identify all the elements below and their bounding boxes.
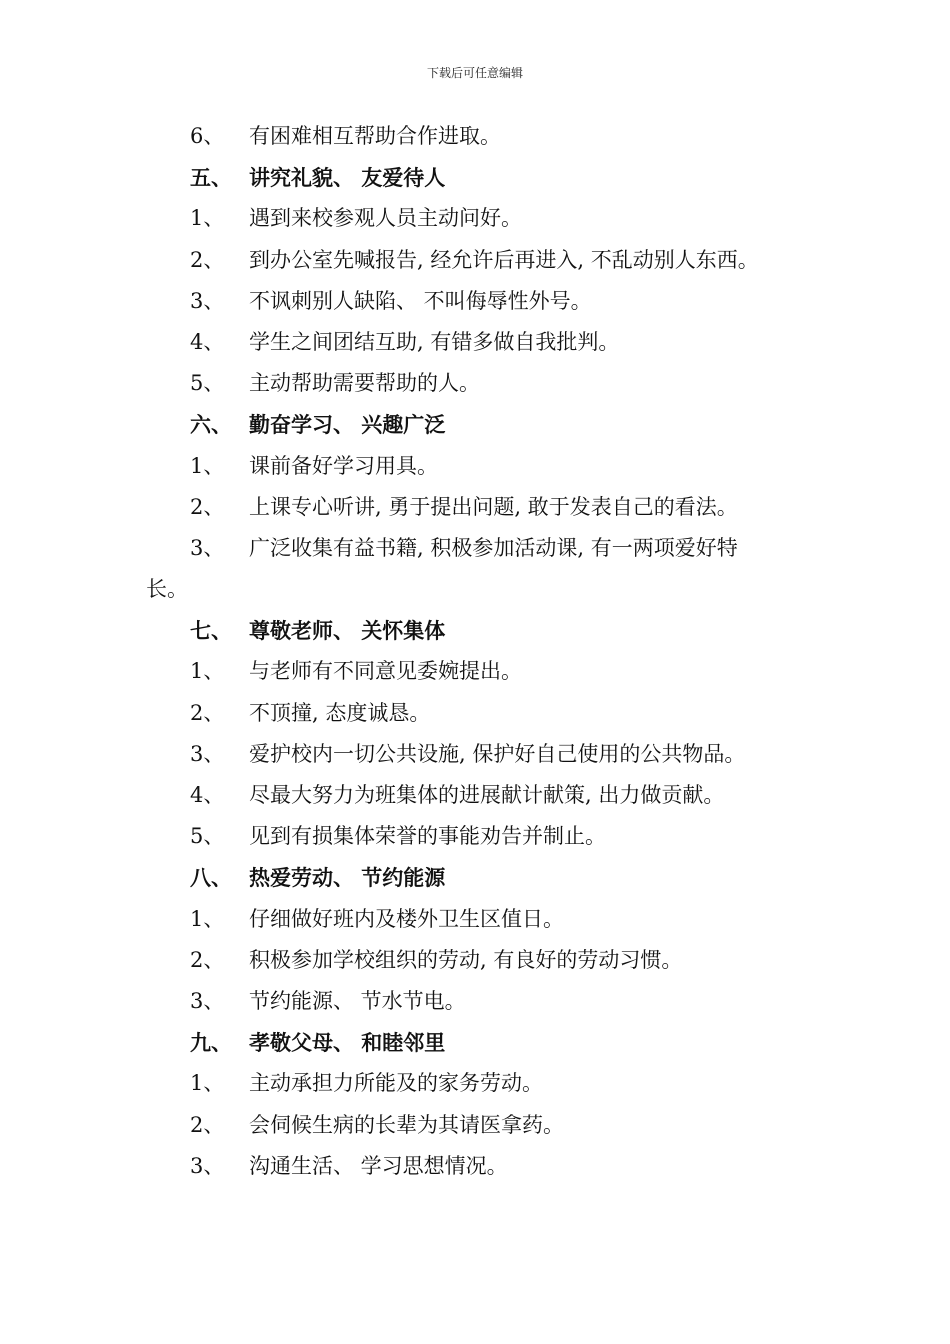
item-number: 5、 [190,824,225,849]
item-number: 2、 [190,700,225,725]
list-item [0,1063,950,1104]
item-number: 1、 [190,659,225,684]
item-text: 会伺候生病的长辈为其请医拿药。 [249,1112,564,1137]
item-number: 4、 [190,783,225,807]
item-text: 沟通生活、 学习思想情况。 [249,1153,508,1178]
list-item [0,446,950,487]
item-text: 广泛收集有益书籍, 积极参加活动课, 有一两项爱好特 [249,535,738,560]
item-text: 不顶撞, 态度诚恳。 [249,700,431,725]
item-text: 主动承担力所能及的家务劳动。 [249,1071,543,1096]
item-text: 积极参加学校组织的劳动, 有良好的劳动习惯。 [249,947,683,972]
item-number: 八、 [190,865,232,891]
item-number: 七、 [190,618,232,644]
item-text: 尊敬老师、 关怀集体 [249,618,446,644]
list-item [0,1105,950,1146]
item-number: 九、 [190,1030,232,1056]
item-text: 与老师有不同意见委婉提出。 [249,659,522,684]
item-text: 节约能源、 节水节电。 [249,988,466,1013]
item-number: 3、 [190,741,225,766]
item-text: 尽最大努力为班集体的进展献计献策, 出力做贡献。 [249,783,725,807]
list-item [0,322,950,363]
item-text: 讲究礼貌、 友爱待人 [249,165,446,191]
item-number: 五、 [190,165,232,191]
list-item-continuation [0,569,950,610]
item-number: 4、 [190,329,225,354]
item-text: 主动帮助需要帮助的人。 [249,371,480,396]
section-heading [0,610,950,651]
item-number: 1、 [190,206,225,231]
item-number: 5、 [190,371,225,396]
list-item [0,198,950,239]
list-item [0,816,950,857]
item-text: 不讽刺别人缺陷、 不叫侮辱性外号。 [249,288,592,313]
item-number: 1、 [190,1071,225,1096]
item-text: 上课专心听讲, 勇于提出问题, 敢于发表自己的看法。 [249,494,738,519]
item-number: 1、 [190,906,225,931]
item-number: 3、 [190,535,225,560]
document-body [0,116,950,1187]
item-text: 爱护校内一切公共设施, 保护好自己使用的公共物品。 [249,741,746,766]
item-number: 3、 [190,288,225,313]
list-item [0,240,950,281]
item-number: 2、 [190,947,225,972]
item-text: 热爱劳动、 节约能源 [249,865,446,891]
item-text: 勤奋学习、 兴趣广泛 [249,412,446,438]
item-text: 孝敬父母、 和睦邻里 [249,1030,446,1056]
list-item [0,693,950,734]
list-item [0,734,950,775]
page-header: 下载后可任意编辑 [426,66,523,80]
section-heading [0,1022,950,1063]
item-text: 有困难相互帮助合作进取。 [249,124,501,148]
item-text: 仔细做好班内及楼外卫生区值日。 [249,906,564,931]
list-item [0,363,950,404]
item-number: 2、 [190,247,225,272]
list-item [0,116,950,157]
list-item [0,1146,950,1187]
item-text: 长。 [146,577,188,602]
list-item [0,487,950,528]
list-item [0,775,950,816]
item-text: 见到有损集体荣誉的事能劝告并制止。 [249,824,606,849]
item-number: 3、 [190,1153,225,1178]
section-heading [0,157,950,198]
item-text: 到办公室先喊报告, 经允许后再进入, 不乱动别人东西。 [249,247,759,272]
list-item [0,528,950,569]
list-item [0,281,950,322]
item-text: 课前备好学习用具。 [249,453,438,478]
section-heading [0,404,950,445]
list-item [0,981,950,1022]
list-item [0,899,950,940]
list-item [0,940,950,981]
item-number: 2、 [190,494,225,519]
section-heading [0,857,950,898]
item-text: 学生之间团结互助, 有错多做自我批判。 [249,329,620,354]
item-number: 6、 [190,124,225,148]
item-text: 遇到来校参观人员主动问好。 [249,206,522,231]
list-item [0,651,950,692]
item-number: 六、 [190,412,232,438]
item-number: 2、 [190,1112,225,1137]
item-number: 3、 [190,988,225,1013]
item-number: 1、 [190,453,225,478]
